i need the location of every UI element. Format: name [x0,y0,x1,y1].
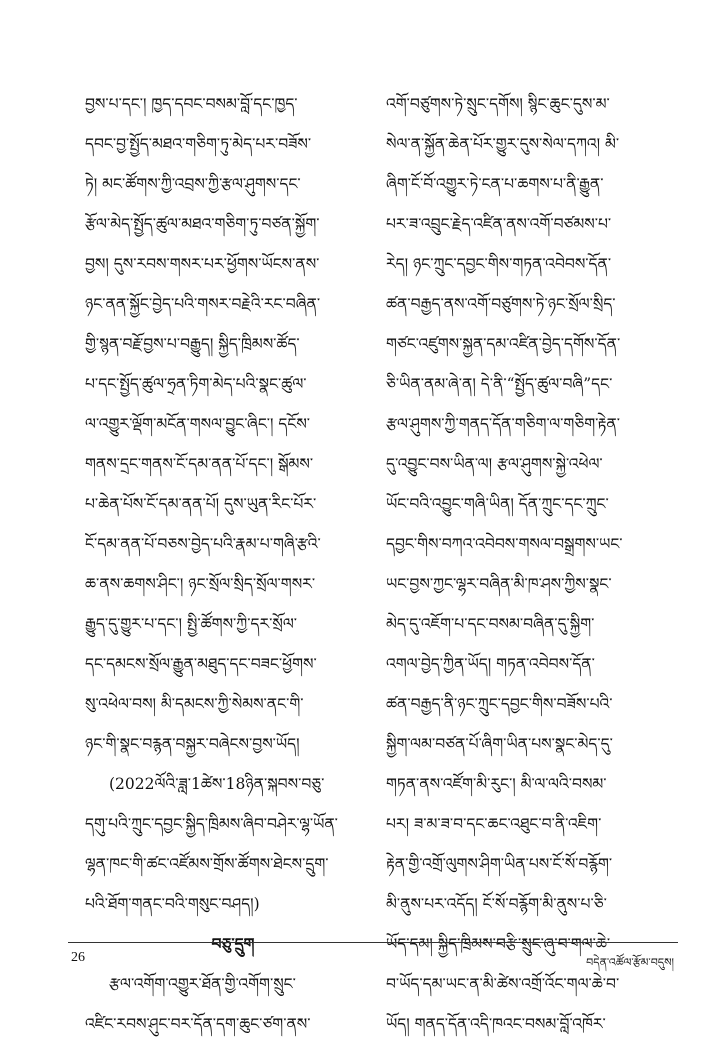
text-line: བཅུ་དྲུག [211,934,255,953]
text-line: རེད། ཉང་ཀྲུང་དབྱང་གིས་གཏན་འབེབས་དོན་ [386,255,612,273]
text-line: ལྷན་ཁང་གི་ཚང་འཛོམས་གྲོས་ཚོགས་ཐེངས་དྲུག་ [85,855,329,873]
text-line: (2022ལོའི་ཟླ་1ཚེས་18ཉིན་སྐབས་བཅུ་ [109,775,325,793]
text-line: ཡོད། གནད་དོན་འདི་ཁའང་བསམ་བློ་འཁོར་ [386,1015,606,1033]
text-line: མི་ནུས་པར་འདོད། ངོ་སོ་བརྙོག་མི་ནུས་པ་ཅི་ [386,895,607,913]
text-line: བྱས་པ་དང་། ཁྱད་དབང་བསམ་བློ་དང་ཁྱད་ [85,95,298,113]
text-line: ཅི་ཡིན་ནམ་ཞེ་ན། དེ་ནི་“སྤྱོད་ཚུལ་བཞི”དང་ [386,375,613,393]
text-line: པའི་ཐོག་གནང་བའི་གསུང་བཤད།) [85,895,260,913]
text-line: སེལ་ན་སྐྱོན་ཆེན་པོར་གྱུར་དུས་སེལ་དཀའ། མི་ [386,135,620,153]
text-line: སྐྱིག་ལམ་བཙན་པོ་ཞིག་ཡིན་པས་སྣང་མེད་དུ་ [386,735,613,753]
text-line: རྩོལ་མེད་སྤྱོད་ཚུལ་མཐའ་གཅིག་ཏུ་བཙན་སྐྱོག་ [85,215,320,233]
text-line: རྩལ་ཤུགས་ཀྱི་གནད་དོན་གཅིག་ལ་གཅིག་རྟེན་ [386,415,620,433]
text-line: ཞིག་ངོ་བོ་འགྱུར་ཏེ་ངན་པ་ཆགས་པ་ནི་རྒྱུན་ [386,175,604,193]
text-line: པར་ཟ་འབྲུང་རྗེད་འཛིན་ནས་འགོ་བཙམས་པ་ [386,215,612,233]
text-line: འགལ་བྱེད་ཀྱིན་ཡོད། གཏན་འབེབས་དོན་ [386,655,595,673]
text-line: ཉང་ནན་སྐྱོང་བྱེད་པའི་གསར་བརྗེའི་རང་བཞིན་ [85,295,321,313]
text-line: པ་དང་སྤྱོད་ཚུལ་ཧྲན་ཏིག་མེད་པའི་སྣང་ཚུལ་ [85,375,307,393]
text-line: པ་ཆེན་པོས་ངོ་དམ་ནན་པོ། དུས་ཡུན་རིང་པོར་ [85,495,317,513]
text-line: འཛིང་རབས་ཤུང་བར་དོན་དག་ཆུང་ཙག་ནས་ [85,1015,311,1033]
left-text-column [85,84,381,1044]
running-title: བདེན་འཚོལ་རྩོམ་བདུས། [586,956,674,969]
text-line: པར། ཟ་མ་ཟ་བ་དང་ཆང་འཐུང་བ་ནི་འཇིག་ [386,815,602,833]
text-line: གཏན་ནས་འཛོག་མི་རུང་། མི་ལ་ལའི་བསམ་ [386,775,607,793]
text-line: ཚན་བརྒྱད་ནི་ཉང་ཀྲུང་དབྱང་གིས་བཟོས་པའི་ [386,695,613,713]
text-line: རྩལ་འགོག་འགྱུར་ཐོན་གྱི་འགོག་སྲུང་ [109,975,296,993]
page-number: 26 [71,950,85,965]
text-line: ཡོང་བའི་འབྱུང་གཞི་ཡིན། དོན་ཀྲུང་དང་ཀྲུང་ [386,495,609,513]
text-line: གཙང་འཛུགས་སྐྱན་དམ་འཛིན་བྱེད་དགོས་དོན་ [386,335,621,353]
text-line: དང་དམངས་སྲོལ་རྒྱུན་མཐུད་དང་བཟང་ཕྱོགས་ [85,655,317,673]
text-line: སུ་འཕེལ་བས། མི་དམངས་ཀྱི་སེམས་ནང་གི་ [85,695,304,713]
text-line: ཚན་བརྒྱད་ནས་འགོ་བཙུགས་ཏེ་ཉང་སྲོལ་སྲིད་ [386,295,616,313]
text-line: ལ་འགྱུར་ལྡོག་མངོན་གསལ་བྱུང་ཞིང་། དངོས་ [85,415,311,433]
text-line: དུ་འབྱུང་བས་ཡིན་ལ། རྩལ་ཤུགས་སྐྱེ་འཕེལ་ [386,455,603,473]
text-line: ཉང་གི་སྣང་བརྙན་བསྐྱར་བཞེངས་བྱས་ཡོད། [85,735,300,753]
right-text-column [386,84,682,1044]
text-line: གནས་དྲང་གནས་ངོ་དམ་ནན་པོ་དང་། སྒོམས་ [85,455,314,473]
text-line: ཆ་ནས་ཆགས་ཤིང་། ཉང་སྲོལ་སྲིད་སྲོལ་གསར་ [85,575,316,593]
text-line: གྱི་སྙན་བརྗོ་བྱས་པ་བརྒྱུད། སྐྱིད་ཁྲིམས་ཚོད་ [85,335,300,353]
text-line: བ་ཡོད་དམ་ཡང་ན་མི་ཚེས་འགྲོ་འོང་གལ་ཆེ་བ་ [386,975,620,993]
text-line: ཡོད་དམ། སྐྱིད་ཁྲིམས་བརྩི་སྲུང་ཞུ་བ་གལ་ཆེ་ [386,935,611,953]
text-line: རྟེན་གྱི་འགྲོ་ལུགས་ཤིག་ཡིན་པས་ངོ་སོ་བརྙོག་ [386,855,613,873]
text-line: ཏེ། མང་ཚོགས་ཀྱི་འབྲས་ཀྱི་རྩལ་ཤུགས་དང་ [85,175,301,193]
text-line: དབང་བྱ་སྤྱོད་མཐའ་གཅིག་ཏུ་མེད་པར་བཟོས་ [85,135,312,153]
text-line: འགོ་བཙུགས་ཏེ་སྲུང་དགོས། སྙིང་ཆུང་དུས་མ་ [386,95,610,113]
text-line: མེད་དུ་འཇོག་པ་དང་བསམ་བཞིན་དུ་སྐྱིག་ [386,615,595,633]
text-line: ངོ་དམ་ནན་པོ་བཅས་བྱེད་པའི་རྣམ་པ་གཞི་རྩའི་ [85,535,321,553]
text-line: རྒྱུད་དུ་གྱུར་པ་དང་། སྤྱི་ཚོགས་ཀྱི་དར་སྲོལ་ [85,615,298,633]
text-line: དགུ་པའི་ཀྲུང་དབྱང་སྐྱིད་ཁྲིམས་ཞིབ་བཤེར་ལྷ་ཡོན་ [85,815,338,833]
text-line: བྱས། དུས་རབས་གསར་པར་ཕྱོགས་ཡོངས་ནས་ [85,255,320,273]
text-line: དབྱང་གིས་བཀའ་འབེབས་གསལ་བསྒྲགས་ཡང་ [386,535,623,553]
text-line: ཡང་བྱས་ཀྱང་ལྷར་བཞིན་མི་ཁ་ཤས་ཀྱིས་སྣང་ [386,575,612,593]
footer-divider [68,942,678,943]
